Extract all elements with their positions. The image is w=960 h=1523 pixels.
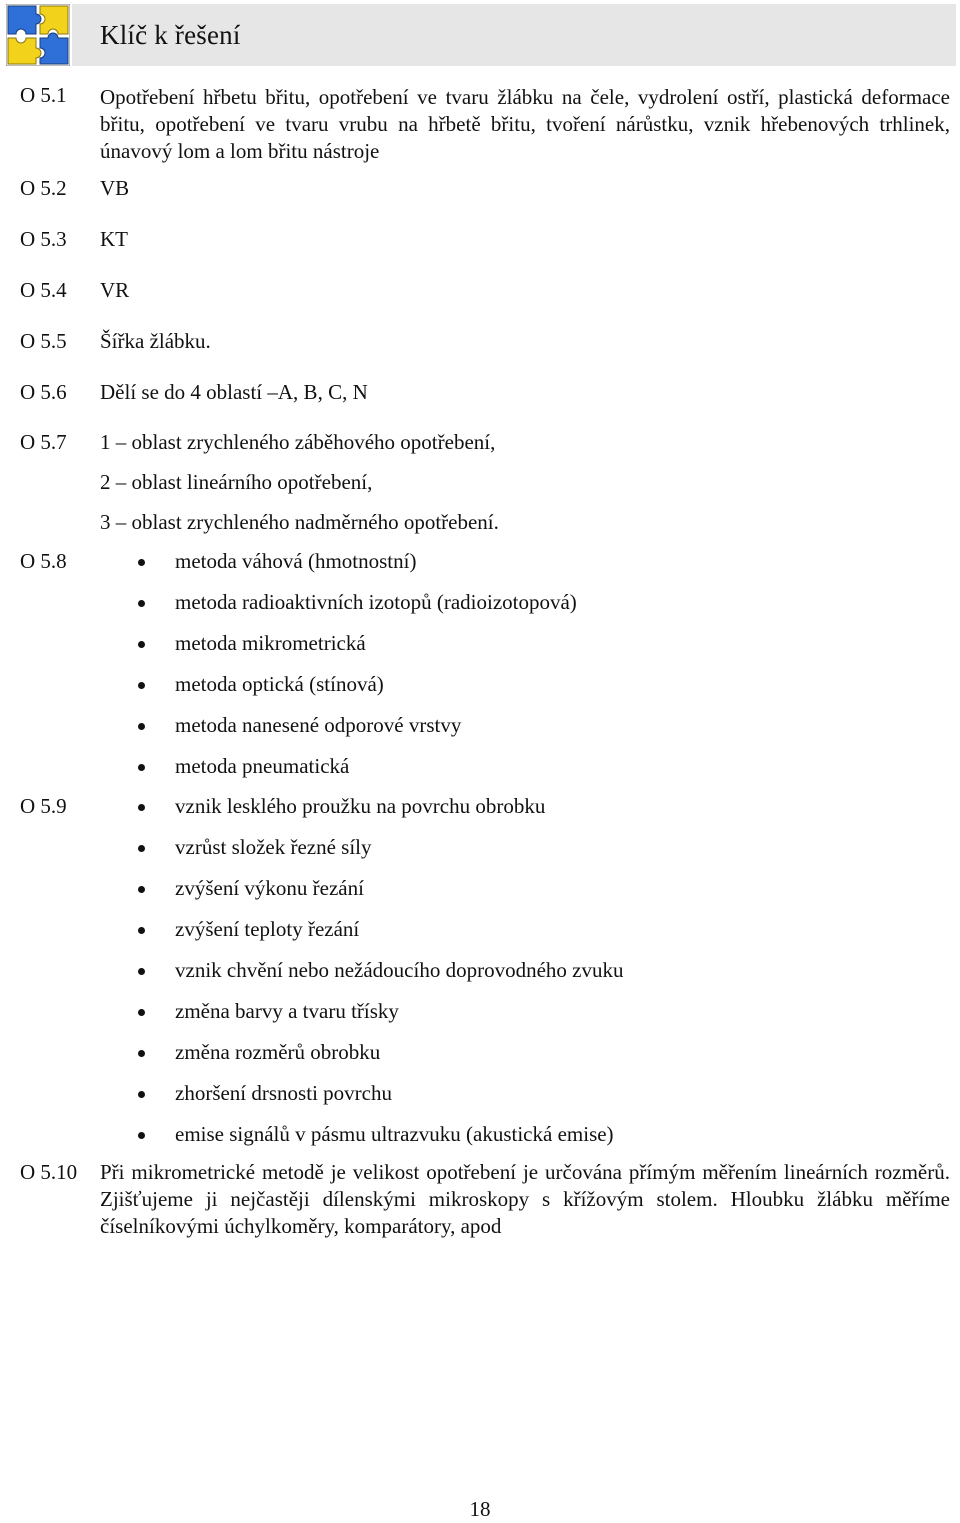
puzzle-icon (6, 4, 70, 66)
page-title: Klíč k řešení (100, 19, 241, 50)
header-bar (72, 4, 956, 66)
bullet-icon (138, 764, 145, 771)
list-item: metoda mikrometrická (175, 631, 366, 655)
bullet-icon (138, 559, 145, 566)
answer-number: O 5.8 (20, 549, 67, 573)
list-item: metoda pneumatická (175, 754, 350, 778)
list-item: metoda váhová (hmotnostní) (175, 549, 417, 573)
list-item: metoda radioaktivních izotopů (radioizotopová) (175, 590, 577, 614)
list-item: metoda optická (stínová) (175, 672, 384, 696)
bullet-icon (138, 682, 145, 689)
bullet-icon (138, 968, 145, 975)
bullet-icon (138, 1091, 145, 1098)
answer-line: 1 – oblast zrychleného záběhového opotřebení, (100, 430, 496, 454)
answer-text: Šířka žlábku. (100, 329, 211, 353)
list-item: vzrůst složek řezné síly (175, 835, 372, 859)
bullet-icon (138, 1132, 145, 1139)
list-item: změna barvy a tvaru třísky (175, 999, 399, 1023)
answer-line: 3 – oblast zrychleného nadměrného opotřebení. (100, 510, 499, 534)
bullet-icon (138, 886, 145, 893)
answer-text: Opotřebení hřbetu břitu, opotřebení ve tvaru žlábku na čele, vydrolení ostří, plastická deformace břitu, opotřebení ve tvaru vrubu na hřbetě břitu, tvoření nárůstku, vznik hřebenových trhlinek, únavový lom a lom břitu nástroje (100, 85, 950, 163)
answer-number: O 5.4 (20, 278, 67, 302)
answer-number: O 5.7 (20, 430, 67, 454)
bullet-icon (138, 804, 145, 811)
answer-text: Dělí se do 4 oblastí –A, B, C, N (100, 380, 368, 404)
answer-number: O 5.5 (20, 329, 67, 353)
answer-number: O 5.10 (20, 1160, 78, 1184)
answer-text: Při mikrometrické metodě je velikost opotřebení je určována přímým měřením lineárních rozměrů. Zjišťujeme ji nejčastěji dílenskými mikroskopy s křížovým stolem. Hloubku žlábku měříme číselníkovými úchylkoměry, komparátory, apod (100, 1160, 950, 1238)
answer-line: 2 – oblast lineárního opotřebení, (100, 470, 373, 494)
page-number: 18 (469, 1497, 491, 1521)
answer-number: O 5.1 (20, 83, 67, 107)
bullet-icon (138, 641, 145, 648)
answer-text: KT (100, 227, 128, 251)
list-item: vznik chvění nebo nežádoucího doprovodného zvuku (175, 958, 624, 982)
bullet-icon (138, 723, 145, 730)
list-item: vznik lesklého proužku na povrchu obrobku (175, 794, 546, 818)
answer-number: O 5.9 (20, 794, 67, 818)
list-item: zvýšení teploty řezání (175, 917, 360, 941)
list-item: emise signálů v pásmu ultrazvuku (akustická emise) (175, 1122, 614, 1146)
list-item: metoda nanesené odporové vrstvy (175, 713, 462, 737)
answer-number: O 5.2 (20, 176, 67, 200)
answer-text: VB (100, 176, 130, 200)
section-header (6, 4, 956, 66)
list-item: zvýšení výkonu řezání (175, 876, 364, 900)
list-item: zhoršení drsnosti povrchu (175, 1081, 392, 1105)
bullet-icon (138, 845, 145, 852)
bullet-icon (138, 927, 145, 934)
answer-text: VR (100, 278, 130, 302)
answer-number: O 5.3 (20, 227, 67, 251)
bullet-icon (138, 1009, 145, 1016)
bullet-icon (138, 600, 145, 607)
bullet-icon (138, 1050, 145, 1057)
list-item: změna rozměrů obrobku (175, 1040, 381, 1064)
answer-number: O 5.6 (20, 380, 67, 404)
